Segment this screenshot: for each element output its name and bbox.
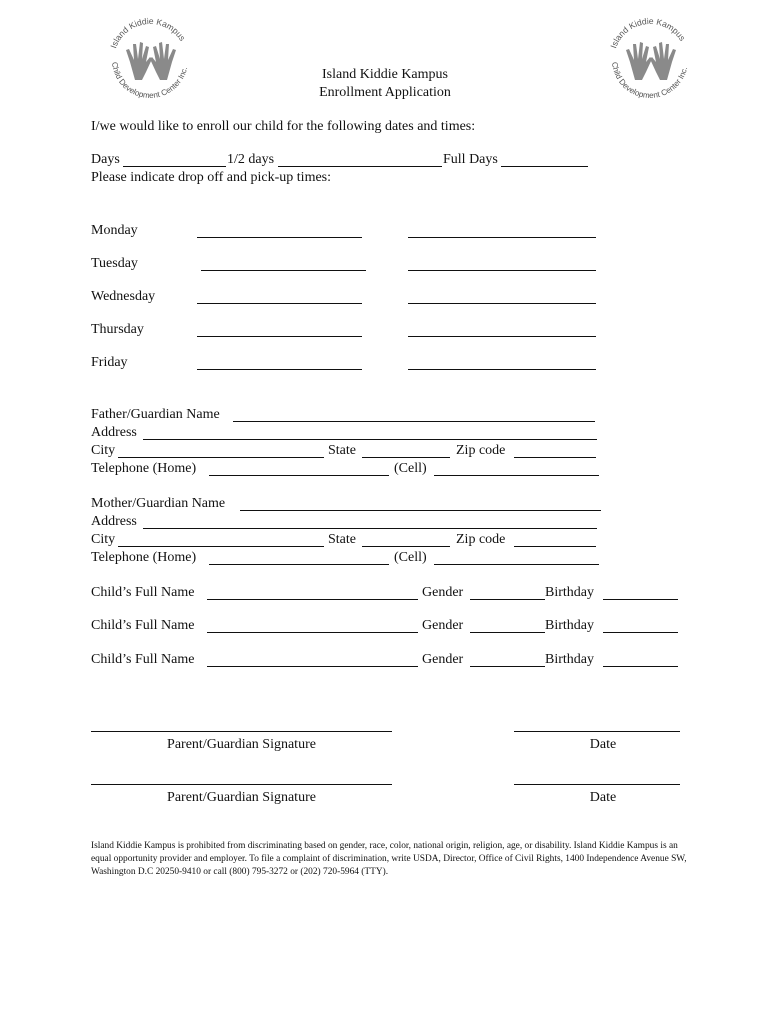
mother-state-label: State	[328, 532, 356, 547]
mother-name-label: Mother/Guardian Name	[91, 496, 226, 511]
monday-dropoff-field[interactable]	[197, 236, 362, 238]
mother-cell-field[interactable]	[434, 563, 599, 565]
mother-city-label: City	[91, 532, 116, 547]
father-city-label: City	[91, 443, 116, 458]
mother-tel-label: Telephone (Home)	[91, 550, 197, 565]
child3-gender-label: Gender	[422, 652, 464, 667]
father-cell-label: (Cell)	[394, 461, 427, 476]
child2-birthday-field[interactable]	[603, 631, 678, 633]
logo-text-top: Island Kiddie Kampus	[608, 15, 688, 50]
mother-city-field[interactable]	[118, 545, 324, 547]
child3-name-field[interactable]	[207, 665, 418, 667]
signature2-line[interactable]	[91, 784, 392, 785]
child2-name-field[interactable]	[207, 631, 418, 633]
father-cell-field[interactable]	[434, 474, 599, 476]
tuesday-pickup-field[interactable]	[408, 269, 596, 271]
weekday-monday: Monday	[91, 223, 138, 238]
signature2-label: Parent/Guardian Signature	[167, 790, 316, 805]
nondiscrimination-statement: Island Kiddie Kampus is prohibited from discriminating based on gender, race, color, national origin, religion, age, or disability. Island Kiddie Kampus is an equal opportunity provider and employer. To file a complaint of discrimination, write USDA, Director, Office of Civil Rights, 1400 Independence Avenue SW, Washington D.C 20250-9410 or call (800) 795-3272 or (202) 720-5964 (TTY).	[91, 841, 687, 877]
weekday-wednesday: Wednesday	[91, 289, 156, 304]
child2-gender-label: Gender	[422, 618, 464, 633]
dropoff-instruction: Please indicate drop off and pick-up times:	[91, 170, 332, 185]
mother-zip-label: Zip code	[456, 532, 506, 547]
father-state-field[interactable]	[362, 456, 450, 458]
date1-line[interactable]	[514, 731, 680, 732]
father-zip-field[interactable]	[514, 456, 596, 458]
father-name-label: Father/Guardian Name	[91, 407, 220, 422]
weekday-thursday: Thursday	[91, 322, 144, 337]
child2-gender-field[interactable]	[470, 631, 545, 633]
child1-gender-label: Gender	[422, 585, 464, 600]
mother-zip-field[interactable]	[514, 545, 596, 547]
child3-name-label: Child’s Full Name	[91, 652, 195, 667]
mother-address-field[interactable]	[143, 527, 597, 529]
wednesday-pickup-field[interactable]	[408, 302, 596, 304]
father-zip-label: Zip code	[456, 443, 506, 458]
mother-tel-field[interactable]	[209, 563, 389, 565]
child1-gender-field[interactable]	[470, 598, 545, 600]
thursday-dropoff-field[interactable]	[197, 335, 362, 337]
child3-birthday-field[interactable]	[603, 665, 678, 667]
intro-text: I/we would like to enroll our child for the following dates and times:	[91, 119, 476, 134]
mother-address-label: Address	[91, 514, 137, 529]
signature1-line[interactable]	[91, 731, 392, 732]
full-days-line[interactable]	[501, 165, 588, 167]
date2-label: Date	[589, 790, 617, 805]
half-days-label: 1/2 days	[227, 152, 275, 167]
child2-birthday-label: Birthday	[545, 618, 594, 633]
mother-name-field[interactable]	[240, 509, 601, 511]
full-days-label: Full Days	[443, 152, 498, 167]
mother-cell-label: (Cell)	[394, 550, 427, 565]
child3-birthday-label: Birthday	[545, 652, 594, 667]
father-address-label: Address	[91, 425, 137, 440]
child2-name-label: Child’s Full Name	[91, 618, 195, 633]
father-city-field[interactable]	[118, 456, 324, 458]
father-state-label: State	[328, 443, 356, 458]
father-tel-label: Telephone (Home)	[91, 461, 197, 476]
friday-dropoff-field[interactable]	[197, 368, 362, 370]
logo-text-bottom: Child Development Center Inc.	[109, 61, 190, 101]
father-address-field[interactable]	[143, 438, 597, 440]
days-line[interactable]	[123, 165, 226, 167]
father-name-field[interactable]	[233, 420, 595, 422]
father-tel-field[interactable]	[209, 474, 389, 476]
wednesday-dropoff-field[interactable]	[197, 302, 362, 304]
half-days-line[interactable]	[278, 165, 442, 167]
child1-birthday-field[interactable]	[603, 598, 678, 600]
child1-name-label: Child’s Full Name	[91, 585, 195, 600]
date2-line[interactable]	[514, 784, 680, 785]
weekday-tuesday: Tuesday	[91, 256, 138, 271]
logo-text-bottom: Child Development Center Inc.	[609, 61, 690, 101]
monday-pickup-field[interactable]	[408, 236, 596, 238]
friday-pickup-field[interactable]	[408, 368, 596, 370]
child1-birthday-label: Birthday	[545, 585, 594, 600]
page-subtitle: Enrollment Application	[319, 85, 451, 100]
page-title: Island Kiddie Kampus	[322, 67, 448, 82]
child1-name-field[interactable]	[207, 598, 418, 600]
child3-gender-field[interactable]	[470, 665, 545, 667]
date1-label: Date	[589, 737, 617, 752]
mother-state-field[interactable]	[362, 545, 450, 547]
logo-text-top: Island Kiddie Kampus	[108, 15, 188, 50]
signature1-label: Parent/Guardian Signature	[167, 737, 316, 752]
thursday-pickup-field[interactable]	[408, 335, 596, 337]
days-label: Days	[91, 152, 120, 167]
tuesday-dropoff-field[interactable]	[201, 269, 366, 271]
weekday-friday: Friday	[91, 355, 128, 370]
